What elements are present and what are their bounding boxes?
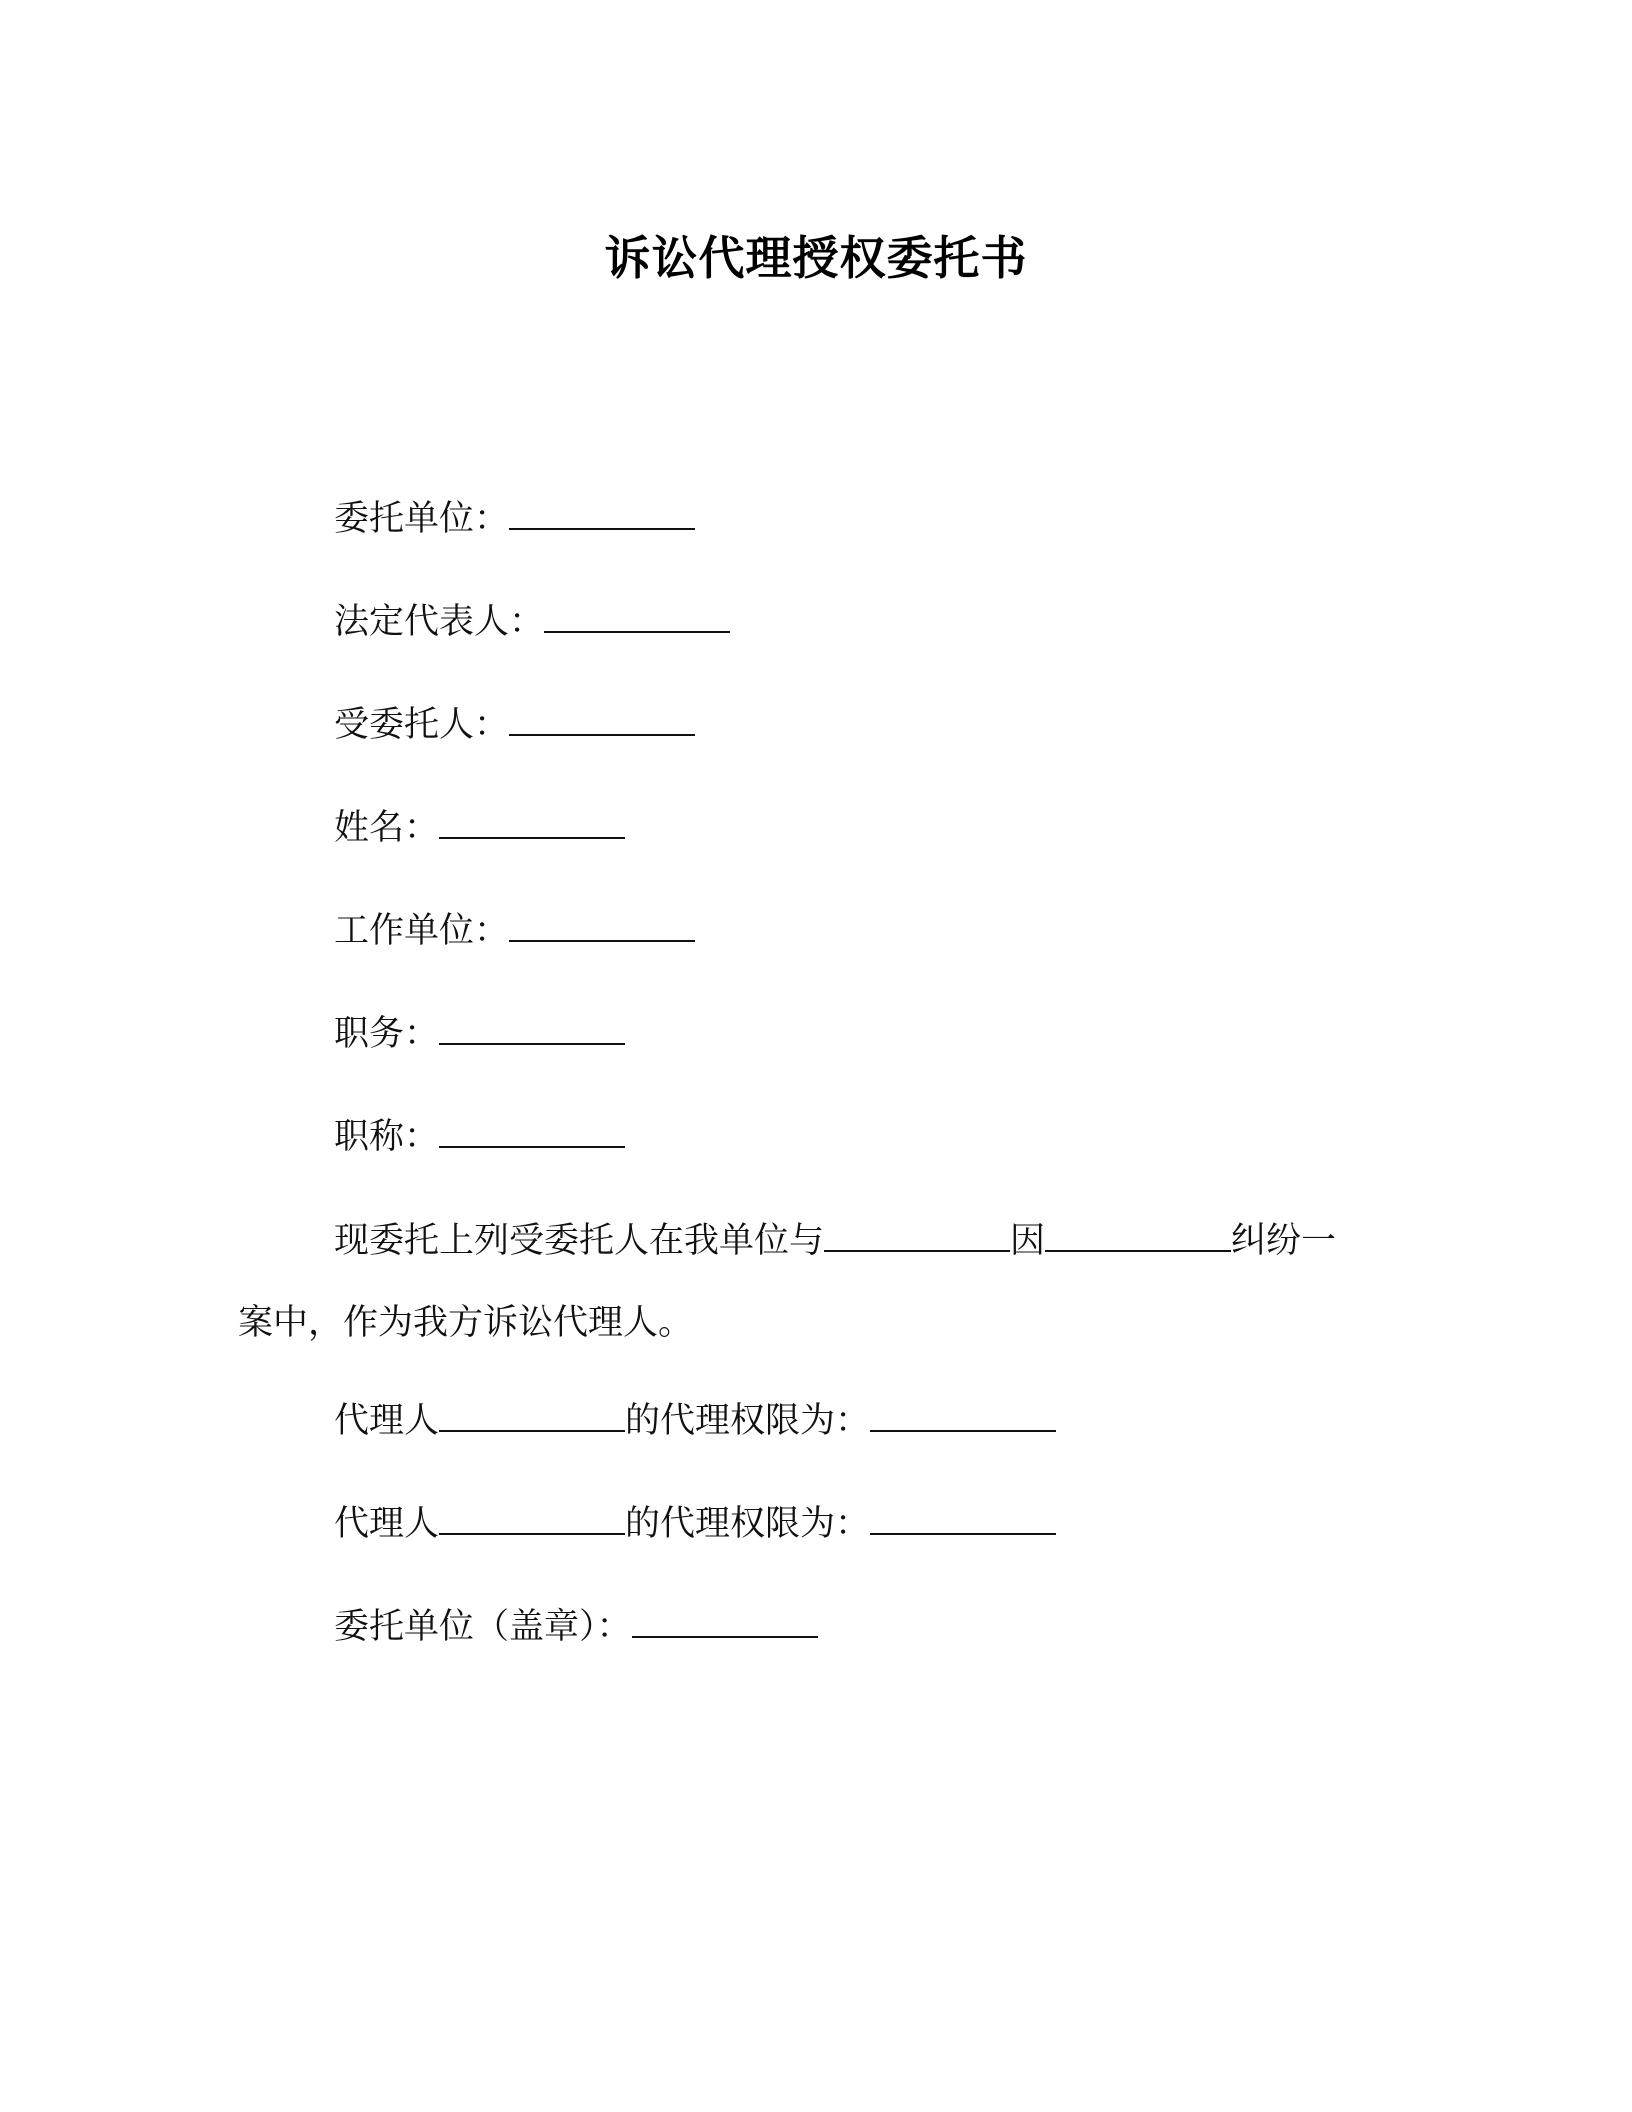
field-work-unit: [334, 906, 695, 956]
agent-authority-line: [334, 1499, 1056, 1549]
agent-authority-label: 的代理权限为：: [625, 1504, 871, 1544]
fill-blank[interactable]: [439, 1013, 625, 1045]
field-entrusting-unit: [334, 494, 695, 544]
field-label: 委托单位：: [334, 499, 510, 539]
seal-label: 委托单位（盖章）：: [334, 1607, 632, 1647]
paragraph-text: 因: [1010, 1221, 1046, 1261]
fill-blank[interactable]: [870, 1503, 1056, 1535]
document-title: 诉讼代理授权委托书: [604, 231, 1028, 285]
fill-blank[interactable]: [509, 704, 695, 736]
fill-blank[interactable]: [439, 1400, 625, 1432]
fill-blank[interactable]: [824, 1220, 1010, 1252]
field-label: 姓名：: [334, 808, 440, 848]
field-trustee: [334, 700, 695, 750]
fill-blank[interactable]: [870, 1400, 1056, 1432]
field-legal-representative: [334, 597, 730, 647]
fill-blank[interactable]: [509, 498, 695, 530]
fill-blank[interactable]: [1045, 1220, 1231, 1252]
fill-blank[interactable]: [509, 910, 695, 942]
fill-blank[interactable]: [439, 1503, 625, 1535]
agent-authority-line: [334, 1396, 1056, 1446]
field-label: 职务：: [334, 1014, 440, 1054]
fill-blank[interactable]: [439, 807, 625, 839]
field-name: [334, 803, 625, 853]
field-label: 法定代表人：: [334, 602, 545, 642]
field-position: [334, 1009, 625, 1059]
paragraph-line-1: [238, 1200, 1394, 1282]
field-label: 职称：: [334, 1117, 440, 1157]
agent-authority-label: 的代理权限为：: [625, 1401, 871, 1441]
fill-blank[interactable]: [439, 1116, 625, 1148]
fill-blank[interactable]: [632, 1606, 818, 1638]
field-label: 受委托人：: [334, 705, 510, 745]
field-title: [334, 1112, 625, 1162]
agent-prefix: 代理人: [334, 1504, 440, 1544]
field-label: 工作单位：: [334, 911, 510, 951]
paragraph-line-2: 案中，作为我方诉讼代理人。: [238, 1303, 694, 1343]
agent-prefix: 代理人: [334, 1401, 440, 1441]
paragraph-text: 现委托上列受委托人在我单位与: [334, 1221, 825, 1261]
paragraph-text: 纠纷一: [1231, 1221, 1337, 1261]
delegation-paragraph: [238, 1200, 1394, 1364]
seal-line: [334, 1602, 818, 1652]
fill-blank[interactable]: [544, 601, 730, 633]
